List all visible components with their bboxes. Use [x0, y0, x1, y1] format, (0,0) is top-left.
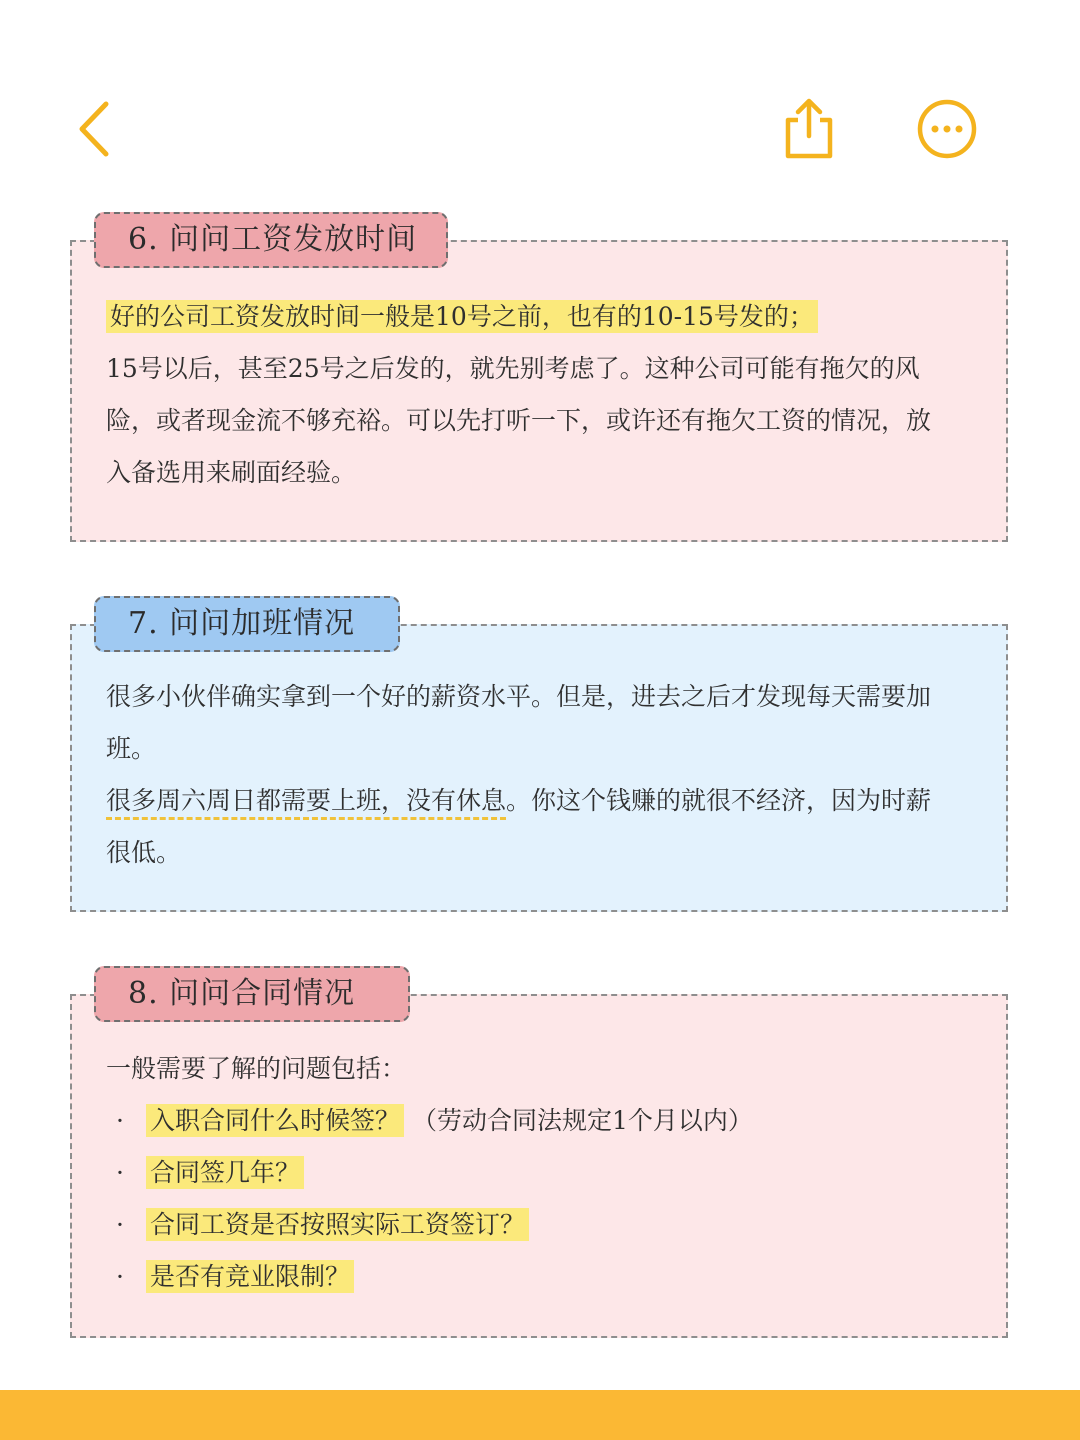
section-7-line-3 [106, 784, 931, 818]
share-icon[interactable] [782, 96, 836, 160]
section-6-title: 6. 问问工资发放时间 [94, 212, 448, 268]
bullet-dot: · [116, 1106, 124, 1135]
section-6-line-3: 险，或者现金流不够充裕。可以先打听一下，或许还有拖欠工资的情况，放 [106, 406, 932, 435]
bullet-text: 合同工资是否按照实际工资签订？ [146, 1208, 529, 1241]
section-8-intro: 一般需要了解的问题包括： [106, 1054, 407, 1083]
bullet-text: 是否有竞业限制？ [146, 1260, 354, 1293]
section-8-title: 8. 问问合同情况 [94, 966, 410, 1022]
section-6-line-1 [106, 300, 818, 334]
list-item [116, 1208, 529, 1242]
bottom-bar [0, 1390, 1080, 1440]
list-item [116, 1260, 354, 1294]
section-7-line-3-rest: 。你这个钱赚的就很不经济，因为时薪 [506, 786, 932, 815]
list-item [116, 1104, 753, 1138]
chevron-left-icon[interactable] [72, 98, 118, 160]
bullet-text: 入职合同什么时候签？ [146, 1104, 404, 1137]
section-7-title: 7. 问问加班情况 [94, 596, 400, 652]
more-horizontal-icon[interactable] [916, 98, 978, 160]
section-6-highlight: 好的公司工资发放时间一般是10号之前，也有的10-15号发的； [106, 300, 818, 333]
section-6-line-4: 入备选用来刷面经验。 [106, 458, 357, 487]
section-7-line-1: 很多小伙伴确实拿到一个好的薪资水平。但是，进去之后才发现每天需要加 [106, 682, 932, 711]
section-7-card [70, 624, 1008, 912]
bullet-dot: · [116, 1210, 124, 1239]
bullet-dot: · [116, 1262, 124, 1291]
bullet-note: （劳动合同法规定1个月以内） [412, 1106, 753, 1135]
bullet-dot: · [116, 1158, 124, 1187]
section-7-line-4: 很低。 [106, 838, 182, 867]
section-6-card [70, 240, 1008, 542]
bullet-text: 合同签几年？ [146, 1156, 304, 1189]
section-7-line-2: 班。 [106, 734, 157, 763]
section-6-line-2: 15号以后，甚至25号之后发的，就先别考虑了。这种公司可能有拖欠的风 [106, 354, 920, 383]
section-7-underlined-text: 很多周六周日都需要上班，没有休息 [106, 786, 506, 820]
list-item [116, 1156, 304, 1190]
